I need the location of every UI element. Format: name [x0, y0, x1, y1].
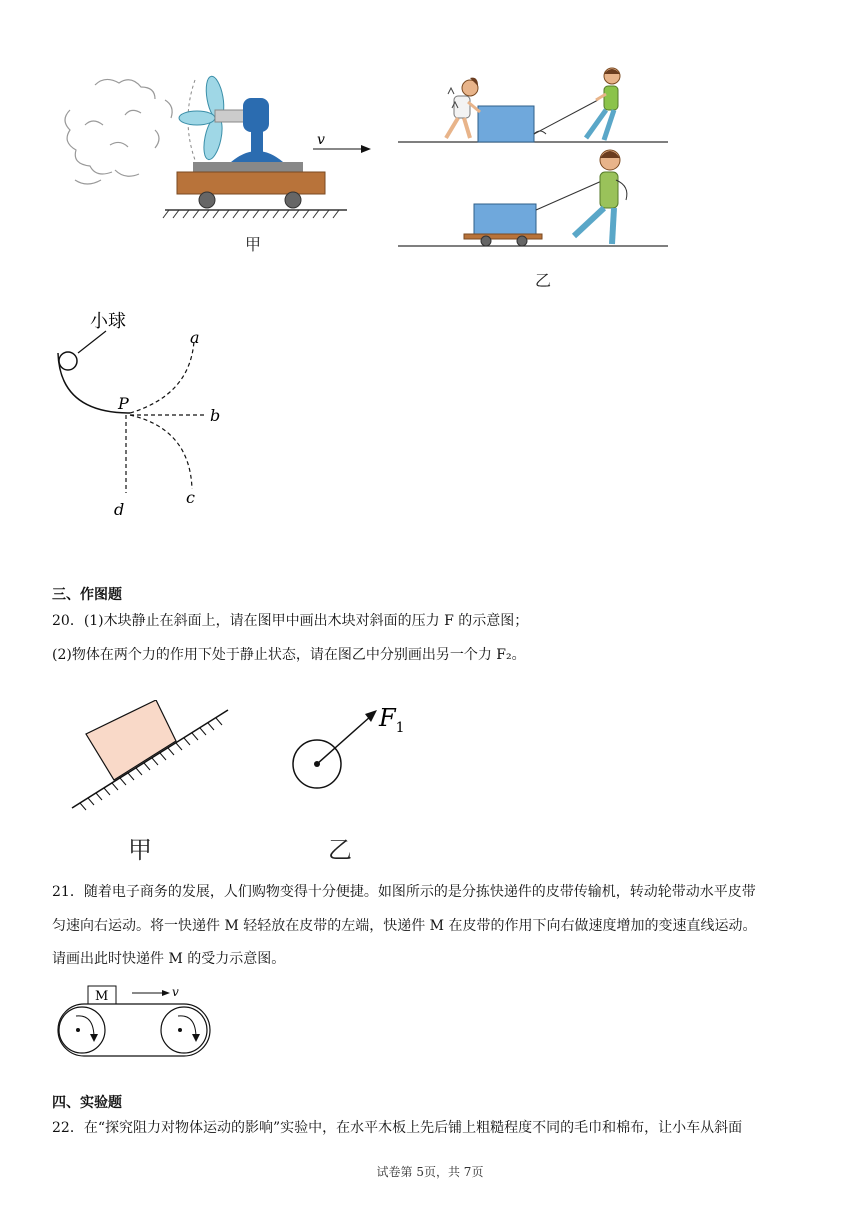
- figure-label-jia: 甲: [245, 235, 262, 254]
- ball-trajectory-figure: [50, 305, 250, 525]
- push-pull-figure: [390, 64, 680, 260]
- lower-rope: [536, 180, 604, 210]
- upper-rope: [534, 100, 598, 134]
- force-circle-figure: [285, 700, 415, 800]
- cart-wheel-left: [199, 192, 215, 208]
- cart-wood-body: [177, 172, 325, 194]
- wooden-block: [86, 700, 176, 780]
- section-heading-experiment: 四、实验题: [52, 1095, 122, 1111]
- path-c-label: c: [186, 488, 195, 507]
- left-roller: [59, 1007, 105, 1053]
- question-21-line1: 21．随着电子商务的发展，人们购物变得十分便捷。如图所示的是分拣快递件的皮带传输机，转动轮带动水平皮带: [52, 884, 756, 900]
- upper-box: [478, 106, 534, 142]
- question-21-line3: 请画出此时快递件 M 的受力示意图。: [52, 951, 286, 967]
- belt-velocity-label: v: [172, 985, 179, 999]
- conveyor-belt-figure: [52, 982, 222, 1064]
- path-c: [130, 415, 192, 489]
- wind-puffs: [65, 79, 172, 184]
- lower-box: [474, 204, 536, 234]
- question-21-line2: 匀速向右运动。将一快递件 M 轻轻放在皮带的左端，快递件 M 在皮带的作用下向右做速度增加的变速直线运动。: [52, 918, 757, 934]
- incline-block-figure: [66, 700, 236, 816]
- fan-icon: [179, 75, 283, 162]
- ball-label: 小球: [90, 311, 126, 332]
- force-f1-arrow: [317, 716, 371, 764]
- section-heading-drawing: 三、作图题: [52, 587, 122, 603]
- figure-label-yi: 乙: [535, 271, 552, 290]
- incline-figure-label: 甲: [128, 836, 152, 864]
- path-b-label: b: [210, 406, 221, 425]
- path-d-label: d: [114, 500, 125, 519]
- lower-cart: [464, 234, 542, 239]
- path-a: [130, 341, 194, 413]
- force-figure-label: 乙: [328, 836, 352, 864]
- question-22-line1: 22．在“探究阻力对物体运动的影响”实验中，在水平木板上先后铺上粗糙程度不同的毛巾和棉布，让小车从斜面: [52, 1120, 743, 1136]
- walking-boy-icon: [574, 150, 627, 244]
- right-roller: [161, 1007, 207, 1053]
- page-footer: 试卷第 5页，共 7页: [376, 1165, 484, 1179]
- fan-cart-figure: [55, 70, 375, 260]
- point-p-label: P: [118, 394, 129, 413]
- package-label: M: [95, 989, 109, 1004]
- question-20-line1: 20．(1)木块静止在斜面上，请在图甲中画出木块对斜面的压力 F 的示意图；: [52, 613, 529, 629]
- pushing-boy-icon: [446, 78, 480, 138]
- force-f1-label: $F_1$: [379, 704, 405, 736]
- cart-wheel-right: [285, 192, 301, 208]
- ball-icon: [59, 352, 77, 370]
- path-a-label: a: [190, 328, 200, 347]
- velocity-label: v: [317, 132, 325, 148]
- question-20-line2: (2)物体在两个力的作用下处于静止状态，请在图乙中分别画出另一个力 F₂。: [52, 647, 526, 663]
- cart-top-plate: [193, 162, 303, 172]
